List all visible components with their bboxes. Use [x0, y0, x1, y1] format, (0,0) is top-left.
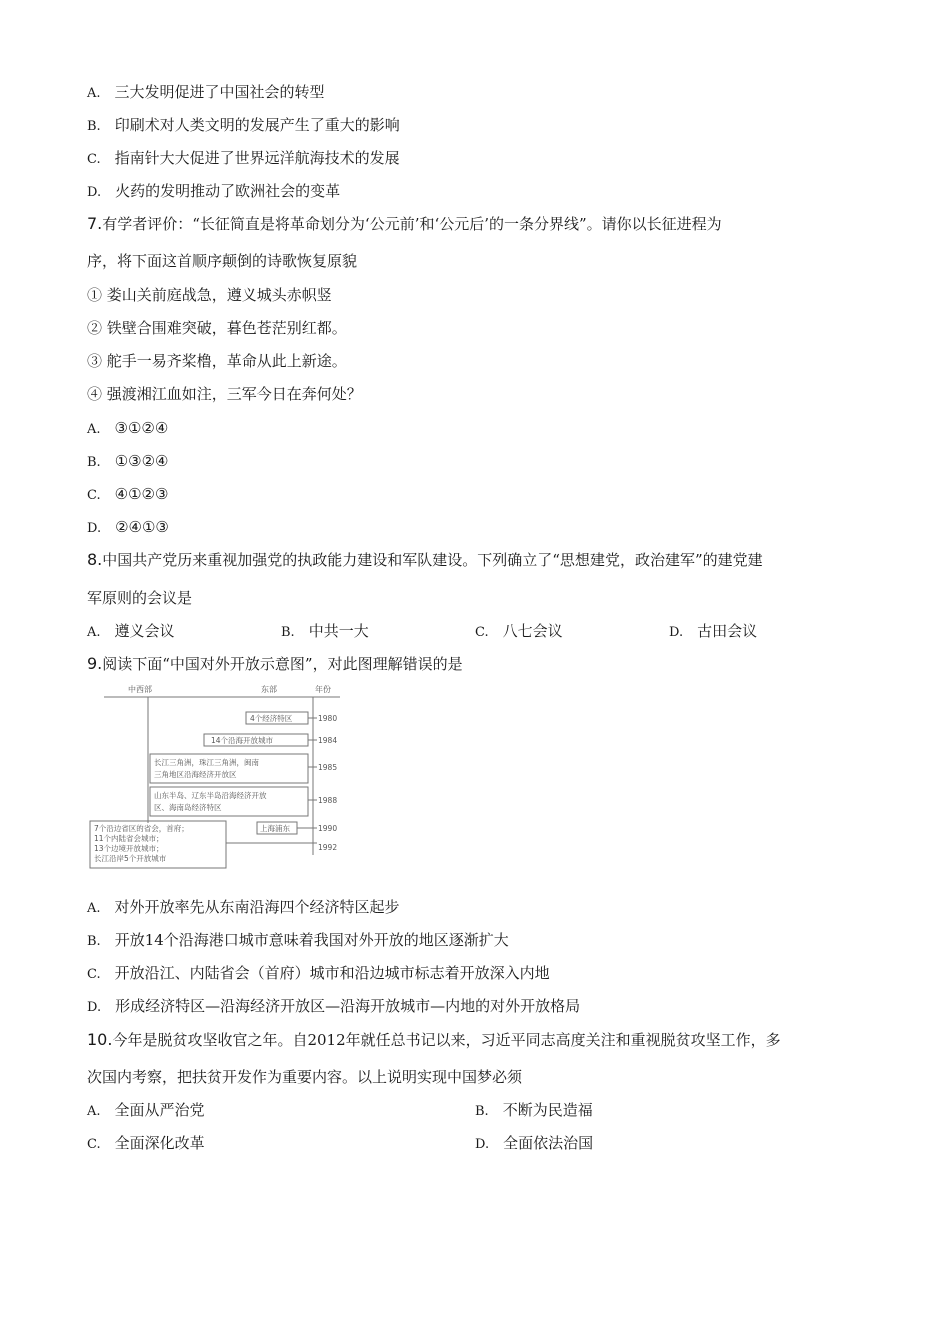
q7-option-c: C. ④①②③ [87, 485, 169, 503]
q6-option-d: D. 火药的发明推动了欧洲社会的变革 [87, 182, 341, 200]
diagram-year-1985: 1985 [318, 763, 338, 772]
q7-stem-cont: 序，将下面这首顺序颠倒的诗歌恢复原貌 [87, 252, 358, 270]
diagram-year-1984: 1984 [318, 736, 338, 745]
q8-option-d: D. 古田会议 [669, 622, 758, 640]
q10-option-d: D. 全面依法治国 [475, 1134, 594, 1152]
q6-option-c: C. 指南针大大促进了世界远洋航海技术的发展 [87, 149, 400, 167]
q7-poem-line-4: ④ 强渡湘江血如注，三军今日在奔何处？ [87, 385, 362, 403]
q8-stem-cont: 军原则的会议是 [87, 589, 193, 607]
q7-poem-line-2: ② 铁壁合围难突破，暮色苍茫别红都。 [87, 319, 347, 337]
diagram-box-4-zones: 4个经济特区 [250, 714, 293, 723]
diagram-west-line-4: 长江沿岸5个开放城市 [94, 854, 167, 863]
q8-stem: 8.中国共产党历来重视加强党的执政能力建设和军队建设。下列确立了“思想建党，政治建军”的建党建 [87, 550, 763, 569]
q9-stem: 9.阅读下面“中国对外开放示意图”，对此图理解错误的是 [87, 654, 463, 673]
q7-poem-line-1: ① 娄山关前庭战急，遵义城头赤帜竖 [87, 286, 332, 304]
diagram-year-1990: 1990 [318, 824, 338, 833]
q6-option-a: A. 三大发明促进了中国社会的转型 [87, 83, 325, 101]
q9-option-b: B. 开放14个沿海港口城市意味着我国对外开放的地区逐渐扩大 [87, 931, 509, 949]
diagram-west-line-1: 7个沿边省区的省会，首府； [94, 824, 189, 833]
q8-option-c: C. 八七会议 [475, 622, 563, 640]
q10-stem: 10.今年是脱贫攻坚收官之年。自2012年就任总书记以来，习近平同志高度关注和重视脱贫攻坚工作，多 [87, 1030, 781, 1049]
opening-up-diagram [88, 683, 344, 873]
q8-option-a: A. 遵义会议 [87, 622, 175, 640]
diagram-year-1988: 1988 [318, 796, 338, 805]
diagram-west-line-2: 11个内陆省会城市； [94, 834, 164, 843]
diagram-year-1992: 1992 [318, 843, 338, 852]
diagram-box-peninsulas-1: 山东半岛、辽东半岛沿海经济开放 [154, 791, 267, 800]
q8-option-b: B. 中共一大 [281, 622, 369, 640]
q9-option-c: C. 开放沿江、内陆省会（首府）城市和沿边城市标志着开放深入内地 [87, 964, 550, 982]
q7-option-b: B. ①③②④ [87, 452, 169, 470]
q9-option-a: A. 对外开放率先从东南沿海四个经济特区起步 [87, 898, 400, 916]
diagram-header-year: 年份 [315, 685, 331, 694]
q10-option-a: A. 全面从严治党 [87, 1101, 205, 1119]
q10-option-b: B. 不断为民造福 [475, 1101, 593, 1119]
diagram-year-1980: 1980 [318, 714, 338, 723]
q7-option-a: A. ③①②④ [87, 419, 169, 437]
diagram-header-west: 中西部 [128, 685, 152, 694]
diagram-box-pudong: 上海浦东 [260, 824, 290, 833]
diagram-box-peninsulas-2: 区、海南岛经济特区 [154, 803, 222, 812]
q10-option-c: C. 全面深化改革 [87, 1134, 205, 1152]
diagram-west-line-3: 13个边境开放城市； [94, 844, 164, 853]
diagram-box-deltas-2: 三角地区沿海经济开放区 [154, 770, 237, 779]
q6-option-b: B. 印刷术对人类文明的发展产生了重大的影响 [87, 116, 400, 134]
q7-option-d: D. ②④①③ [87, 518, 169, 536]
q7-stem: 7.有学者评价：“长征简直是将革命划分为‘公元前’和‘公元后’的一条分界线”。请你以长征进程为 [87, 214, 722, 233]
diagram-box-14-cities: 14个沿海开放城市 [211, 736, 274, 745]
q10-stem-cont: 次国内考察，把扶贫开发作为重要内容。以上说明实现中国梦必须 [87, 1068, 523, 1086]
q9-option-d: D. 形成经济特区—沿海经济开放区—沿海开放城市—内地的对外开放格局 [87, 997, 581, 1015]
diagram-box-deltas-1: 长江三角洲，珠江三角洲，闽南 [154, 758, 259, 767]
q7-poem-line-3: ③ 舵手一易齐桨橹，革命从此上新途。 [87, 352, 347, 370]
diagram-header-east: 东部 [261, 685, 277, 694]
